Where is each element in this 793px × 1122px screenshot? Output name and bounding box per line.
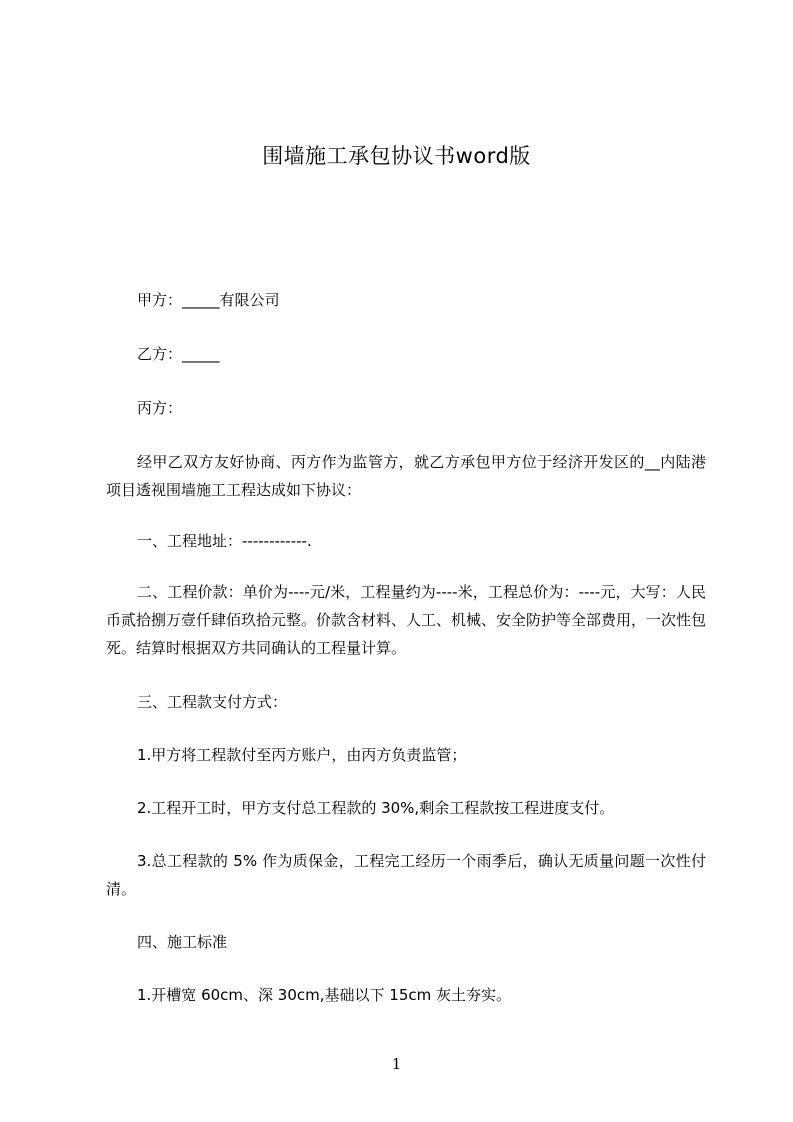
section-2-price: 二、工程价款：单价为----元/米，工程量约为----米，工程总价为：----元，大写：人民币贰拾捌万壹仟肆佰玖拾元整。价款含材料、人工、机械、安全防护等全部费用，一次性包死。结算时根据双方共同确认的工程量计算。	[106, 583, 707, 657]
intro-paragraph: 经甲乙双方友好协商、丙方作为监管方，就乙方承包甲方位于经济开发区的__内陆港项目透视围墙施工工程达成如下协议：	[106, 453, 706, 499]
section-3-heading: 三、工程款支付方式：	[137, 693, 288, 711]
payment-item-2: 2.工程开工时，甲方支付总工程款的 30%,剩余工程款按工程进度支付。	[137, 799, 615, 817]
standard-item-1: 1.开槽宽 60cm、深 30cm,基础以下 15cm 灰土夯实。	[137, 986, 511, 1004]
document-title: 围墙施工承包协议书word版	[262, 144, 531, 168]
section-1-address: 一、工程地址：------------.	[137, 532, 312, 550]
party-b-line: 乙方：_____	[137, 345, 220, 363]
section-4-heading: 四、施工标准	[137, 933, 228, 951]
party-c-line: 丙方：	[137, 399, 183, 417]
payment-item-3: 3.总工程款的 5% 作为质保金，工程完工经历一个雨季后，确认无质量问题一次性付清。	[106, 852, 706, 898]
payment-item-1: 1.甲方将工程款付至丙方账户，由丙方负责监管；	[137, 746, 467, 764]
page-number: 1	[391, 1055, 402, 1073]
party-a-line: 甲方：_____有限公司	[137, 291, 280, 309]
